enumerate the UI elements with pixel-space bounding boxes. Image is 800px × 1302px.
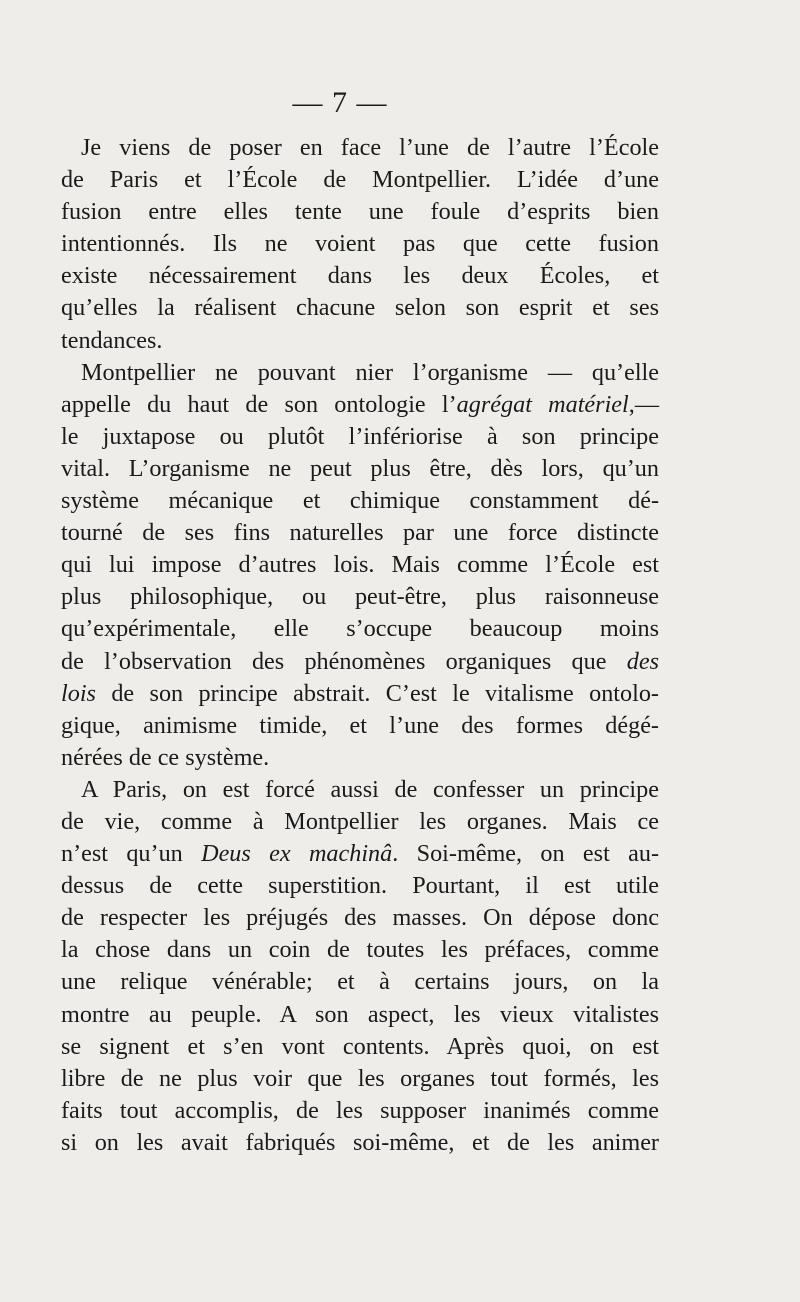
text-line [61, 870, 659, 902]
text-run: qu’expérimentale, elle s’occupe beaucoup moins [61, 615, 659, 643]
text-run: de Paris et l’École de Montpellier. L’idée d’une [61, 166, 659, 194]
text-run: tendances. [61, 326, 163, 354]
text-run: fusion entre elles tente une foule d’esprits bien [61, 198, 659, 226]
text-run: Je viens de poser en face l’une de l’autre l’École [81, 134, 659, 161]
text-line [61, 1031, 659, 1063]
text-run: montre au peuple. A son aspect, les vieux vitalistes [61, 1000, 659, 1028]
text-run: de son principe abstrait. C’est le vitalisme ontolo- [95, 679, 659, 707]
text-run: libre de ne plus voir que les organes tout formés, les [61, 1064, 659, 1092]
text-run: existe nécessairement dans les deux Écoles, et [61, 262, 659, 290]
text-run: . Soi-même, on est au- [392, 840, 660, 868]
text-line [61, 196, 659, 228]
text-line [61, 613, 659, 645]
text-line [61, 517, 659, 549]
text-run: de vie, comme à Montpellier les organes. Mais ce [61, 807, 659, 835]
text-line [61, 260, 659, 292]
text-line [61, 678, 659, 710]
text-run: nérées de ce système. [61, 743, 270, 771]
text-run: de respecter les préjugés des masses. On dépose donc [61, 904, 659, 932]
text-line [61, 357, 659, 389]
text-line [61, 132, 659, 164]
text-run: si on les avait fabriqués soi-même, et de les animer [61, 1128, 659, 1156]
text-line [61, 806, 659, 838]
text-line [61, 934, 659, 966]
text-line [61, 1095, 659, 1127]
text-line [61, 838, 659, 870]
italic-phrase: lois [61, 679, 96, 707]
text-run: A Paris, on est forcé aussi de confesser un principe [81, 775, 659, 803]
italic-phrase: agrégat matériel [456, 390, 629, 418]
italic-phrase: Deus ex machinâ [201, 840, 393, 868]
body-text [61, 132, 659, 1159]
text-line [61, 966, 659, 998]
text-run: tourné de ses fins naturelles par une force distincte [61, 519, 659, 547]
text-line [61, 421, 659, 453]
text-run: le juxtapose ou plutôt l’infériorise à son principe [61, 422, 659, 450]
page-number: — 7 — [292, 86, 388, 119]
text-run: qui lui impose d’autres lois. Mais comme l’École est [61, 551, 659, 579]
text-line [61, 453, 659, 485]
text-run: gique, animisme timide, et l’une des formes dégé- [61, 711, 659, 739]
text-line [61, 292, 659, 324]
text-run: Montpellier ne pouvant nier l’organisme — qu’elle [81, 358, 659, 386]
text-line [61, 325, 659, 357]
text-line [61, 999, 659, 1031]
text-line [61, 1063, 659, 1095]
text-run: de l’observation des phénomènes organiques que [61, 647, 627, 675]
text-run: plus philosophique, ou peut-être, plus raisonneuse [61, 583, 659, 611]
text-line [61, 389, 659, 421]
text-line [61, 549, 659, 581]
text-line [61, 774, 659, 806]
text-line [61, 164, 659, 196]
text-run: système mécanique et chimique constamment dé- [61, 487, 659, 515]
italic-phrase: des [626, 647, 659, 675]
text-line [61, 902, 659, 934]
text-run: se signent et s’en vont contents. Après quoi, on est [61, 1032, 659, 1060]
text-run: une relique vénérable; et à certains jours, on la [61, 968, 659, 996]
text-line [61, 742, 659, 774]
text-run: la chose dans un coin de toutes les préfaces, comme [61, 936, 659, 964]
text-line [61, 710, 659, 742]
text-line [61, 1127, 659, 1159]
text-run: intentionnés. Ils ne voient pas que cette fusion [61, 230, 659, 258]
text-run: dessus de cette superstition. Pourtant, il est utile [61, 872, 659, 900]
text-line [61, 485, 659, 517]
text-run: n’est qu’un [61, 840, 202, 868]
text-run: ,— [628, 390, 659, 418]
text-run: vital. L’organisme ne peut plus être, dès lors, qu’un [61, 454, 659, 482]
text-line [61, 581, 659, 613]
text-run: faits tout accomplis, de les supposer inanimés comme [61, 1096, 659, 1124]
text-run: appelle du haut de son ontologie l’ [61, 390, 457, 418]
text-line [61, 228, 659, 260]
text-run: qu’elles la réalisent chacune selon son esprit et ses [61, 294, 659, 322]
text-line [61, 646, 659, 678]
